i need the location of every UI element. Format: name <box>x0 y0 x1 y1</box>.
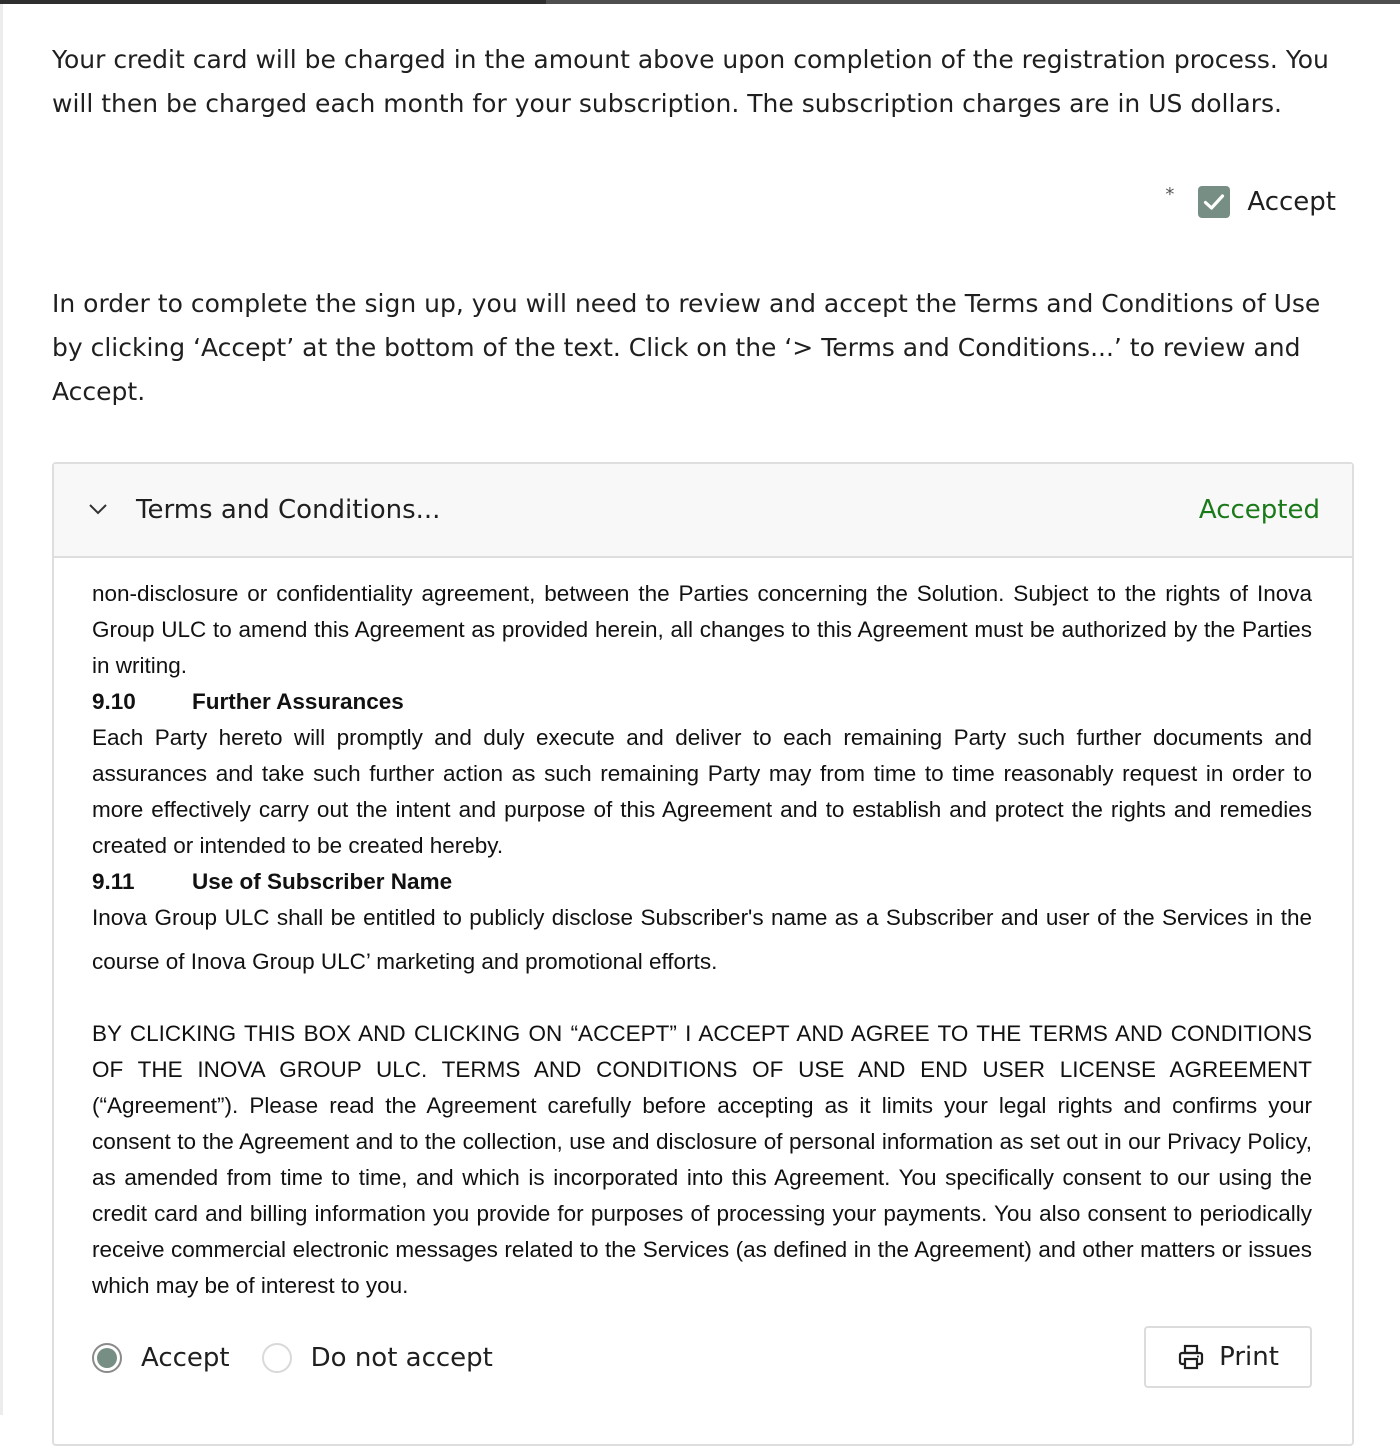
accept-radio-label[interactable]: Accept <box>141 1343 230 1373</box>
print-button-label[interactable]: Print <box>1219 1342 1279 1372</box>
section-number: 9.11 <box>92 869 135 894</box>
section-heading <box>92 684 1312 720</box>
section-body: Each Party hereto will promptly and duly execute and deliver to each remaining Party such further documents and assurances and take such further action as such remaining Party may from time to time reasonably request in order to more effectively carry out the intent and purpose of this Agreement and to establish and protect the rights and remedies created or intended to be created hereby. <box>92 725 1312 858</box>
section-title: Use of Subscriber Name <box>192 869 453 894</box>
required-marker: * <box>1165 183 1175 205</box>
terms-status-badge: Accepted <box>1198 495 1320 525</box>
agreement-statement: BY CLICKING THIS BOX AND CLICKING ON “ACCEPT” I ACCEPT AND AGREE TO THE TERMS AND CONDITIONS OF THE INOVA GROUP ULC. TERMS AND CONDITIONS OF USE AND END USER LICENSE AGREEMENT (“Agreement”). Please read the Agreement carefully before accepting as it limits your legal rights and confirms your consent to the Agreement and to the collection, use and disclosure of personal information as set out in our Privacy Policy, as amended from time to time, and which is incorporated into this Agreement. You specifically consent to our using the credit card and billing information you provide for purposes of processing your payments. You also consent to periodically receive commercial electronic messages related to the Services (as defined in the Agreement) and other matters or issues which may be of interest to you. <box>92 1021 1312 1298</box>
check-icon <box>1203 193 1225 211</box>
terms-instructions: In order to complete the sign up, you will need to review and accept the Terms and Conditions of Use by clicking ‘Accept’ at the bottom of the text. Click on the ‘> Terms and Conditions...’ to review and Accept. <box>52 289 1321 406</box>
do-not-accept-radio-label[interactable]: Do not accept <box>310 1343 493 1373</box>
terms-document <box>92 576 1312 1304</box>
do-not-accept-radio[interactable] <box>262 1343 292 1373</box>
printer-icon <box>1177 1343 1205 1371</box>
terms-intro: non-disclosure or confidentiality agreement, between the Parties concerning the Solution. Subject to the rights of Inova Group ULC to amend this Agreement as provided herein, all changes to this Agreement must be authorized by the Parties in writing. <box>92 581 1312 678</box>
section-heading <box>92 864 1312 900</box>
section-title: Further Assurances <box>192 689 404 714</box>
billing-notice: Your credit card will be charged in the amount above upon completion of the registration process. You will then be charged each month for your subscription. The subscription charges are in US dollars. <box>52 45 1329 118</box>
page-loading-progress <box>0 0 546 4</box>
billing-accept-label[interactable]: Accept <box>1247 187 1336 217</box>
terms-panel-title[interactable]: Terms and Conditions... <box>136 495 441 525</box>
billing-accept-checkbox[interactable] <box>1198 186 1230 218</box>
terms-panel-header[interactable] <box>54 464 1352 558</box>
print-button[interactable] <box>1144 1326 1312 1388</box>
radio-selected-dot <box>97 1348 117 1368</box>
chevron-down-icon[interactable] <box>88 502 108 516</box>
section-number: 9.10 <box>92 689 136 714</box>
accept-radio[interactable] <box>92 1343 122 1373</box>
section-body: Inova Group ULC shall be entitled to publicly disclose Subscriber's name as a Subscriber and user of the Services in the course of Inova Group ULC’ marketing and promotional efforts. <box>92 905 1312 974</box>
page-loading-bar <box>0 0 1400 4</box>
window-edge <box>0 4 3 1415</box>
terms-panel <box>52 462 1354 1446</box>
acceptance-choices <box>92 1326 1312 1390</box>
billing-accept-row <box>1165 184 1336 220</box>
